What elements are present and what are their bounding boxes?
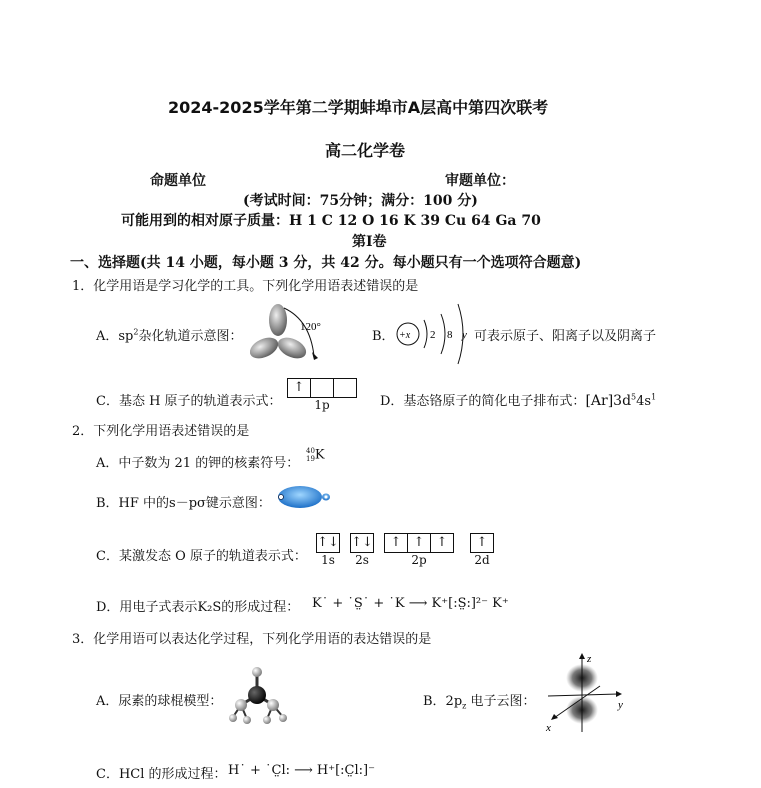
orbital-1s — [316, 533, 340, 567]
box-1s: ↑↓ — [316, 533, 340, 553]
cr-3d-count: 5 — [631, 392, 637, 402]
q2-stem: 2．下列化学用语表述错误的是 — [72, 424, 250, 439]
y-axis — [548, 694, 618, 696]
q1-option-a — [96, 325, 243, 344]
orbital-box-3 — [334, 378, 357, 398]
box-2p-1: ↑ — [384, 533, 408, 553]
q1-option-d — [380, 390, 656, 409]
nuclide-symbol — [306, 447, 325, 463]
q3-option-b — [423, 690, 536, 711]
orbital-box-2 — [311, 378, 334, 398]
section-heading: 一、选择题(共 14 小题，每小题 3 分，共 42 分。每小题只有一个选项符合题意) — [70, 255, 582, 271]
orbital-label: 1p — [314, 398, 330, 412]
atom-h-3 — [263, 716, 271, 724]
x-arrow-icon — [551, 714, 558, 720]
label-2d: 2d — [474, 553, 490, 567]
atom-h-4 — [279, 714, 287, 722]
q2-a-text: A．中子数为 21 的钾的核素符号： — [96, 456, 300, 471]
atomic-masses: 可能用到的相对原子质量：H 1 C 12 O 16 K 39 Cu 64 Ga 70 — [121, 213, 541, 229]
orbital-lobe-right — [275, 334, 310, 363]
angle-label: 120° — [300, 321, 321, 333]
orbital-lobe-left — [250, 334, 281, 363]
q2-b-text: B．HF 中的 — [96, 496, 170, 511]
shell-1-electrons: 2 — [430, 329, 436, 341]
orbital-2d — [470, 533, 494, 567]
orbital-2p — [384, 533, 454, 567]
h-orbital-diagram — [287, 378, 357, 412]
hcl-formation-process: H˙ + ˙C̤l: ⟶ H⁺[:C̤l:]⁻ — [228, 763, 375, 778]
q2-d-text: D．用电子式表示 — [96, 600, 198, 615]
2pz-electron-cloud — [540, 652, 630, 734]
y-axis-label: y — [618, 699, 623, 711]
f-nucleus — [325, 496, 328, 499]
q1-a-suffix: 杂化轨道示意图： — [138, 329, 243, 344]
q1-stem: 1．化学用语是学习化学的工具。下列化学用语表述错误的是 — [72, 279, 419, 294]
label-2p: 2p — [411, 553, 427, 567]
atom-o — [252, 667, 262, 677]
box-2p-3: ↑ — [431, 533, 454, 553]
k2s-formation-process: K˙ + ˙S̤˙ + ˙K ⟶ K⁺[:S̤:]²⁻ K⁺ — [312, 596, 509, 611]
z-arrow-icon — [579, 653, 585, 659]
shell-arc-1 — [424, 320, 427, 348]
q1-a-sup: 2 — [133, 327, 139, 337]
box-2p-2: ↑ — [408, 533, 431, 553]
q2-option-d — [96, 596, 299, 615]
setter-label: 命题单位 — [150, 173, 206, 189]
cr-4s: 4s — [636, 394, 652, 409]
orbital-box-1: ↑ — [287, 378, 311, 398]
nuclide-mass: 40 — [306, 447, 315, 455]
atom-n-right — [267, 699, 279, 711]
q1-c-text: C．基态 H 原子的轨道表示式： — [96, 394, 282, 409]
label-2s: 2s — [355, 553, 369, 567]
volume-label: 第Ⅰ卷 — [352, 234, 387, 250]
exam-info: (考试时间：75分钟；满分：100 分) — [243, 193, 478, 209]
q3-a-text: A．尿素的球棍模型： — [96, 694, 223, 709]
x-axis-label: x — [546, 722, 551, 734]
s-p-sigma-bond-diagram — [272, 484, 334, 510]
q1-a-prefix: A．sp — [96, 329, 134, 344]
atom-h-2 — [243, 716, 251, 724]
nuclide-element: K — [314, 447, 325, 463]
bond-type: s－pσ — [169, 496, 206, 511]
orbital-2s — [350, 533, 374, 567]
orbital-lobe-top — [269, 304, 287, 336]
q1-b-prefix: B． — [372, 329, 395, 344]
paper-subtitle: 高二化学卷 — [325, 141, 406, 160]
cr-config: [Ar]3d — [585, 393, 632, 409]
q1-d-text: D．基态铬原子的简化电子排布式： — [380, 394, 586, 409]
k2s-formula: K₂S — [197, 600, 222, 615]
q3-b-prefix: B．2p — [423, 694, 463, 709]
atom-c — [248, 686, 266, 704]
reviewer-label: 审题单位： — [445, 173, 515, 189]
cr-4s-count: 1 — [651, 392, 657, 402]
atom-n-left — [235, 699, 247, 711]
exam-title: 2024-2025学年第二学期蚌埠市A层高中第四次联考 — [168, 98, 549, 117]
z-axis-label: z — [587, 653, 592, 665]
box-2s: ↑↓ — [350, 533, 374, 553]
q3-b-suffix: 电子云图： — [466, 694, 536, 709]
box-2d: ↑ — [470, 533, 494, 553]
q3-stem: 3．化学用语可以表达化学过程，下列化学用语的表达错误的是 — [72, 632, 432, 647]
o-orbital-diagram — [316, 533, 494, 567]
shell-2-electrons: 8 — [447, 329, 453, 341]
h-nucleus — [279, 495, 284, 500]
q1-b-suffix: 可表示原子、阳离子以及阴离子 — [474, 329, 657, 344]
arc-arrow-icon — [312, 352, 318, 360]
q2-c-text: C．某激发态 O 原子的轨道表示式： — [96, 549, 307, 564]
q2-d-suffix: 的形成过程： — [221, 600, 300, 615]
atomic-structure-diagram — [394, 300, 474, 368]
nuclide-atomic: 19 — [306, 455, 315, 463]
q2-option-b — [96, 492, 271, 511]
sp2-orbital-diagram — [250, 300, 330, 370]
y-arrow-icon — [616, 691, 622, 697]
q3-c-text: C．HCl 的形成过程： — [96, 767, 227, 782]
orbital-boxes — [287, 378, 357, 398]
bond-lobe — [278, 486, 322, 508]
urea-ball-stick-model — [225, 665, 295, 725]
q3-b-sub: z — [462, 701, 467, 711]
q2-b-suffix: 键示意图： — [205, 496, 271, 511]
label-1s: 1s — [321, 553, 335, 567]
nucleus-charge: +x — [399, 330, 411, 341]
shell-3-electrons: y — [462, 329, 467, 341]
atom-h-1 — [229, 714, 237, 722]
shell-arc-2 — [441, 314, 445, 354]
